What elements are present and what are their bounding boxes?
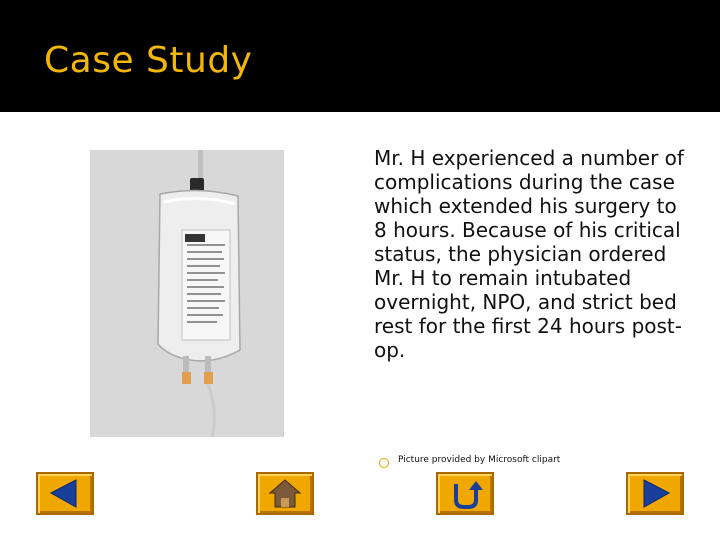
iv-bag-icon <box>90 150 283 437</box>
home-icon <box>258 474 312 513</box>
left-arrow-icon <box>38 474 92 513</box>
return-button[interactable] <box>436 472 494 515</box>
slide-header <box>0 0 720 112</box>
bullet-icon <box>379 458 389 468</box>
home-button[interactable] <box>256 472 314 515</box>
image-credit: Picture provided by Microsoft clipart <box>398 455 561 465</box>
slide-title: Case Study <box>44 40 253 81</box>
iv-bag-photo <box>90 150 284 437</box>
previous-slide-button[interactable] <box>36 472 94 515</box>
next-slide-button[interactable] <box>626 472 684 515</box>
return-icon <box>438 474 492 513</box>
right-arrow-icon <box>628 474 682 513</box>
case-description: Mr. H experienced a number of complications during the case which extended his surgery to 8 hours. Because of his critical status, the physician ordered Mr. H to remain intubated overnight, NPO, and strict bed rest for the first 24 hours post-op. <box>374 146 684 362</box>
